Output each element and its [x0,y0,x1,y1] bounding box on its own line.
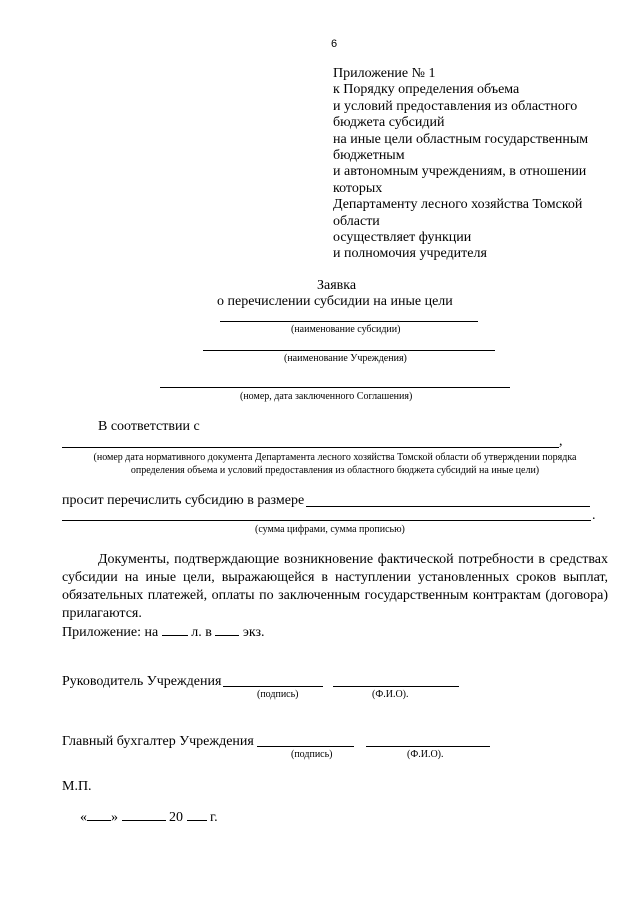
amount-caption: (сумма цифрами, сумма прописью) [255,524,405,535]
normative-document-caption [62,451,608,477]
request-text: просит перечислить субсидию в размере [62,493,305,508]
document-subtitle: о перечислении субсидии на иные цели [217,294,453,309]
accountant-name-field[interactable] [366,746,490,747]
request-period: . [592,508,596,523]
subsidy-name-field[interactable] [220,321,478,322]
accountant-signature-field[interactable] [257,746,354,747]
agreement-field[interactable] [160,387,510,388]
stamp-place: М.П. [62,779,92,794]
appendix-line: осуществляет функции [333,230,472,246]
attachment-suffix: экз. [242,625,265,640]
attachment-prefix: Приложение: на [62,625,159,640]
appendix-line: Приложение № 1 [333,66,436,81]
day-field[interactable] [87,819,111,821]
document-title: Заявка [317,278,357,293]
appendix-line: и автономным учреждениям, в отношении [333,164,587,180]
appendix-line: бюджетным [333,148,405,164]
year-field[interactable] [187,819,207,821]
pages-count-field[interactable] [162,634,188,636]
head-signature-field[interactable] [223,686,323,687]
appendix-line: на иные цели областным государственным [333,131,589,147]
appendix-header [333,66,623,263]
agreement-caption: (номер, дата заключенного Соглашения) [240,391,413,402]
head-signature-caption: (подпись) [257,689,299,700]
amount-field[interactable] [306,506,590,507]
head-name-caption: (Ф.И.О). [372,689,409,700]
subsidy-name-caption: (наименование субсидии) [291,324,401,335]
documents-paragraph: Документы, подтверждающие возникновение фактической потребности в средствах субсидии на иные цели, выражающейся в наступлении установленных сроков выплат, обязательных платежей, оплаты по заключенным государственным контрактам (договора) прилагаются. [62,552,608,621]
copies-count-field[interactable] [215,634,239,636]
year-suffix: г. [210,810,218,825]
institution-name-caption: (наименование Учреждения) [284,353,407,364]
attachment-middle: л. в [191,625,212,640]
head-name-field[interactable] [333,686,459,687]
date-line [80,810,218,826]
date-open-quote: « [80,810,87,825]
appendix-line: бюджета субсидий [333,115,445,131]
accountant-name-caption: (Ф.И.О). [407,749,444,760]
year-prefix: 20 [169,810,183,825]
appendix-line: которых [333,180,383,196]
head-label: Руководитель Учреждения [62,674,222,689]
attachment-line [62,625,265,641]
appendix-line: Департаменту лесного хозяйства Томской [333,197,583,213]
caption-line: (номер дата нормативного документа Департамента лесного хозяйства Томской области об утверждении порядка [93,452,577,463]
accordance-text: В соответствии с [98,419,200,434]
accordance-comma: , [559,434,563,449]
normative-document-field[interactable] [62,447,559,448]
appendix-line: и условий предоставления из областного [333,98,578,114]
accountant-label: Главный бухгалтер Учреждения [62,734,254,749]
appendix-line: области [333,213,380,229]
page-number: 6 [331,38,338,50]
institution-name-field[interactable] [203,350,495,351]
appendix-line: и полномочия учредителя [333,246,487,262]
month-field[interactable] [122,819,166,821]
accountant-signature-caption: (подпись) [291,749,333,760]
appendix-line: к Порядку определения объема [333,82,520,98]
date-close-quote: » [111,810,118,825]
amount-words-field[interactable] [62,520,591,521]
caption-line: определения объема и условий предоставления из областного бюджета субсидий на иные цели) [130,465,540,476]
